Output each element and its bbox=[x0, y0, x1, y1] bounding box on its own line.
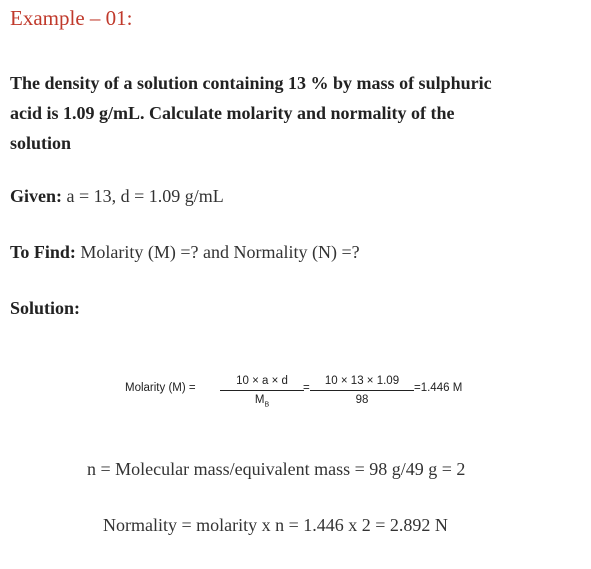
fraction-general bbox=[220, 374, 304, 412]
given-text: a = 13, d = 1.09 g/mL bbox=[66, 186, 224, 206]
example-heading: Example – 01: bbox=[10, 6, 133, 30]
fraction-values-denominator: 98 bbox=[355, 394, 369, 406]
fraction-general-bar bbox=[220, 390, 304, 391]
problem-line-3: solution bbox=[10, 133, 72, 153]
denominator-subscript: B bbox=[264, 401, 270, 409]
problem-statement bbox=[10, 68, 492, 158]
to-find-line bbox=[10, 242, 360, 263]
formula-equals: = bbox=[303, 382, 310, 394]
to-find-text: Molarity (M) =? and Normality (N) =? bbox=[80, 242, 360, 262]
fraction-values-bar bbox=[310, 390, 414, 391]
given-label: Given: bbox=[10, 186, 62, 206]
fraction-general-denominator bbox=[220, 393, 304, 412]
n-calculation: n = Molecular mass/equivalent mass = 98 g/49 g = 2 bbox=[87, 459, 466, 479]
normality-calculation: Normality = molarity x n = 1.446 x 2 = 2.892 N bbox=[103, 515, 448, 535]
denominator-symbol: M bbox=[254, 394, 265, 406]
problem-line-1: The density of a solution containing 13 % by mass of sulphuric bbox=[10, 73, 492, 93]
fraction-values-numerator: 10 × 13 × 1.09 bbox=[324, 375, 400, 387]
formula-lhs: Molarity (M) = bbox=[125, 382, 196, 394]
formula-result: =1.446 M bbox=[414, 382, 463, 394]
to-find-label: To Find: bbox=[10, 242, 76, 262]
given-line bbox=[10, 186, 224, 207]
fraction-general-numerator: 10 × a × d bbox=[236, 375, 288, 387]
fraction-values bbox=[310, 374, 414, 407]
solution-label: Solution: bbox=[10, 298, 81, 318]
problem-line-2: acid is 1.09 g/mL. Calculate molarity and normality of the bbox=[10, 103, 455, 123]
